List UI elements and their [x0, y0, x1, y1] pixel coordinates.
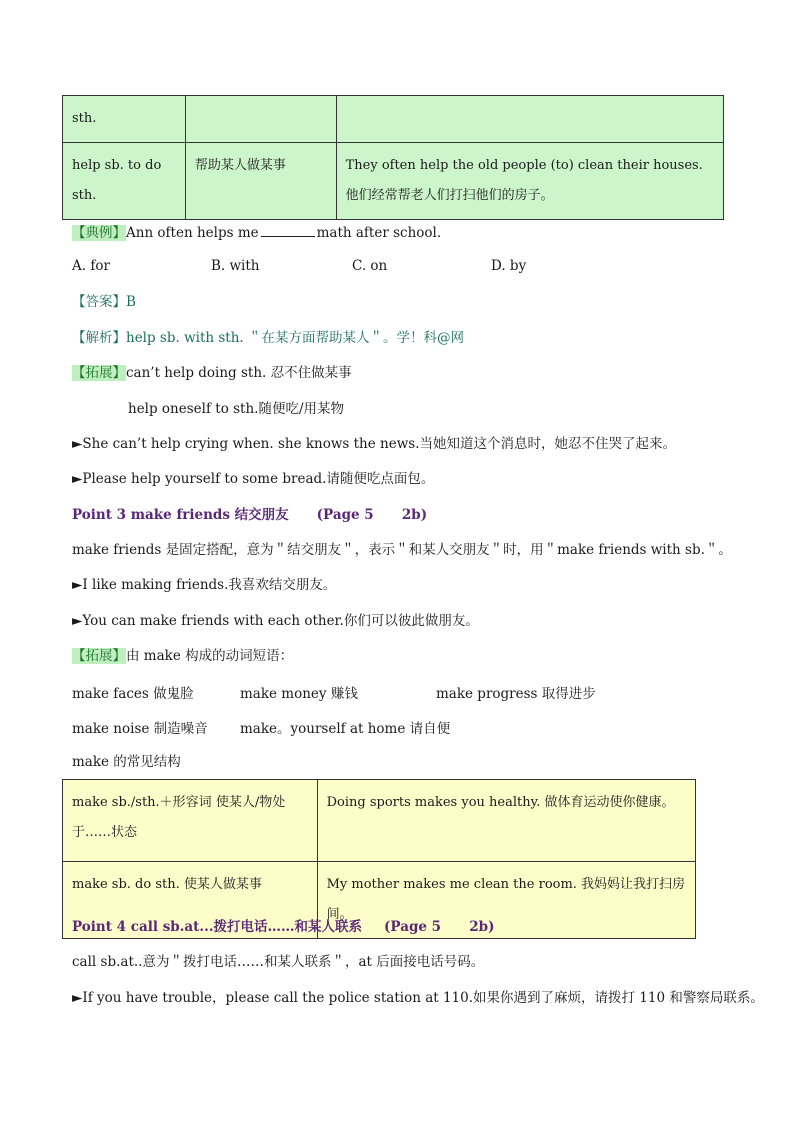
- expand-tag: 【拓展】: [72, 365, 126, 381]
- example-sentence: ►She can’t help crying when. she knows the news.当她知道这个消息时，她忍不住哭了起来。: [72, 436, 676, 452]
- structures-title: make 的常见结构: [72, 754, 181, 770]
- table-cell: [185, 96, 336, 143]
- example-sentence: ►Please help yourself to some bread.请随便吃点面包。: [72, 471, 435, 487]
- table-cell: Doing sports makes you healthy. 做体育运动使你健康。: [317, 780, 695, 862]
- option-c: C. on: [352, 258, 388, 274]
- phrase-item: make。yourself at home 请自便: [240, 721, 451, 737]
- table-cell: 帮助某人做某事: [185, 143, 336, 220]
- phrase-item: make faces 做鬼脸: [72, 686, 194, 702]
- table-cell: help sb. to do sth.: [63, 143, 186, 220]
- point-explanation: make friends 是固定搭配，意为＂结交朋友＂，表示＂和某人交朋友＂时，用＂make friends with sb.＂。: [72, 542, 732, 558]
- example-sentence: ►You can make friends with each other.你们可以彼此做朋友。: [72, 613, 479, 629]
- table-row: [63, 96, 724, 143]
- table-row: [63, 780, 696, 862]
- example-question: 【典例】Ann often helps me math after school.: [72, 222, 441, 243]
- point-heading: Point 4 call sb.at...拨打电话……和某人联系 (Page 5 2b): [72, 919, 495, 935]
- answer-blank: [261, 222, 315, 237]
- phrase-item: make progress 取得进步: [436, 686, 596, 702]
- expand-line: 【拓展】can’t help doing sth. 忍不住做某事: [72, 365, 352, 381]
- table-cell: sth.: [63, 96, 186, 143]
- table-cell: make sb./sth.＋形容词 使某人/物处于……状态: [63, 780, 318, 862]
- example-sentence: ►If you have trouble，please call the police station at 110.如果你遇到了麻烦，请拨打 110 和警察局联系。: [72, 990, 764, 1006]
- example-sentence: ►I like making friends.我喜欢结交朋友。: [72, 577, 337, 593]
- phrase-item: make money 赚钱: [240, 686, 358, 702]
- table-cell: make sb. do sth. 使某人做某事: [63, 862, 318, 939]
- table-cell: [336, 96, 723, 143]
- expand-tag: 【拓展】: [72, 648, 126, 664]
- point-heading: Point 3 make friends 结交朋友 (Page 5 2b): [72, 507, 428, 523]
- table-cell: They often help the old people (to) clean their houses. 他们经常帮老人们打扫他们的房子。: [336, 143, 723, 220]
- point-explanation: call sb.at..意为＂拨打电话……和某人联系＂，at 后面接电话号码。: [72, 954, 485, 970]
- option-d: D. by: [491, 258, 527, 274]
- phrase-item: make noise 制造噪音: [72, 721, 208, 737]
- option-b: B. with: [211, 258, 260, 274]
- expand-line: 【拓展】由 make 构成的动词短语：: [72, 648, 294, 664]
- table-row: [63, 143, 724, 220]
- example-tag: 【典例】: [72, 225, 126, 241]
- analysis-line: 【解析】help sb. with sth. ＂在某方面帮助某人＂。学！科@网: [72, 330, 465, 346]
- structure-table-make: [62, 779, 696, 939]
- answer-line: 【答案】B: [72, 294, 136, 310]
- expand-line-2: help oneself to sth.随便吃/用某物: [128, 401, 344, 417]
- option-a: A. for: [72, 258, 110, 274]
- phrase-table-help: [62, 95, 724, 220]
- table-cell: My mother makes me clean the room. 我妈妈让我打扫房间。: [317, 862, 695, 939]
